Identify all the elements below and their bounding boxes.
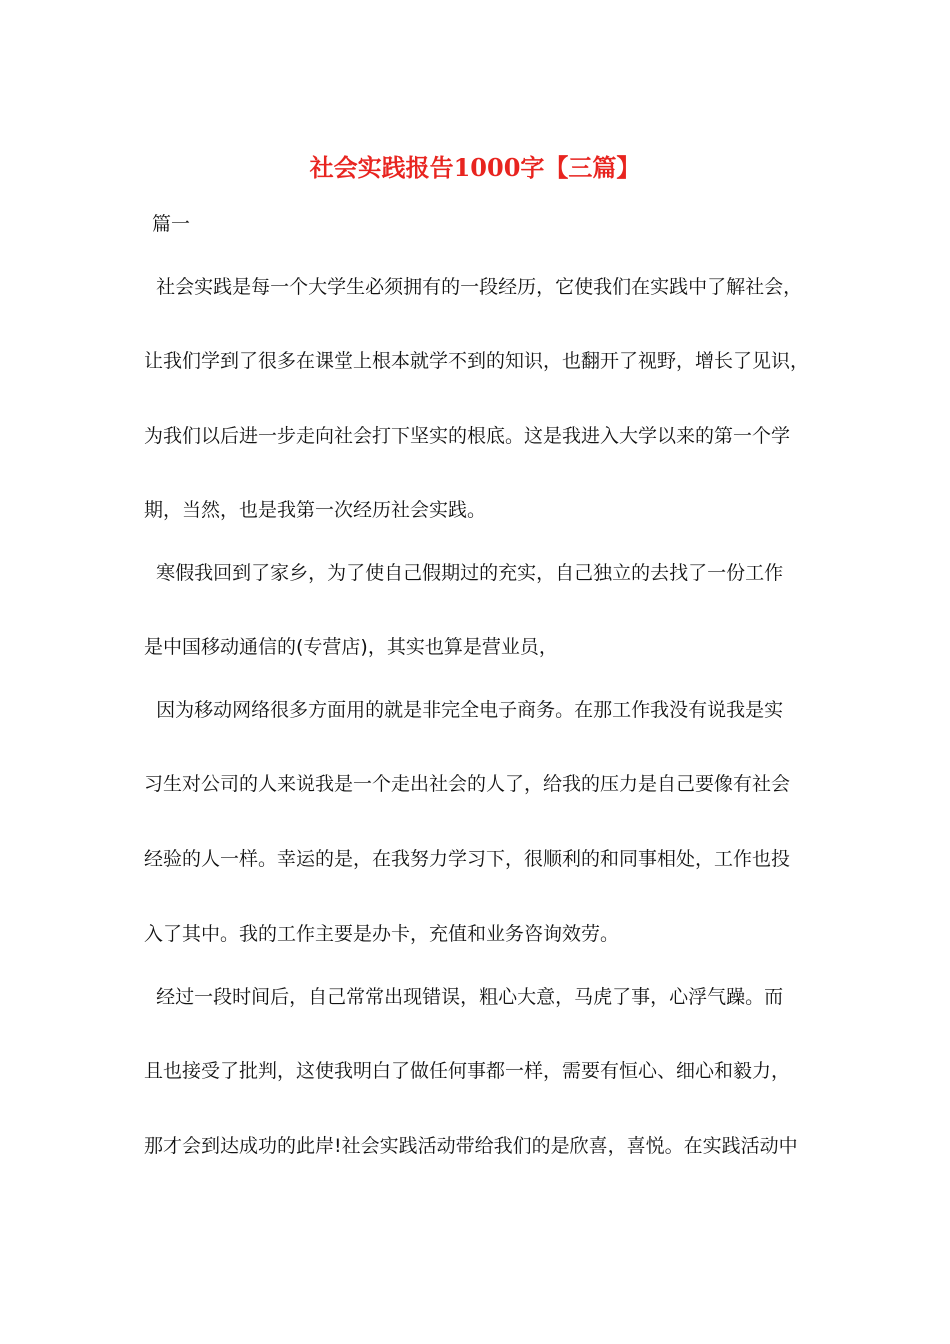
- body-line: 入了其中。我的工作主要是办卡，充值和业务咨询效劳。: [144, 923, 620, 945]
- body-line: 那才会到达成功的此岸!社会实践活动带给我们的是欣喜，喜悦。在实践活动中: [144, 1135, 798, 1157]
- body-line: 是中国移动通信的(专营店)，其实也算是营业员，: [144, 636, 558, 658]
- body-line: 期，当然，也是我第一次经历社会实践。: [144, 499, 487, 521]
- body-line: 经验的人一样。幸运的是，在我努力学习下，很顺利的和同事相处，工作也投: [144, 848, 791, 870]
- document-title: 社会实践报告1000字【三篇】: [309, 153, 641, 182]
- body-line: 因为移动网络很多方面用的就是非完全电子商务。在那工作我没有说我是实: [144, 699, 784, 721]
- body-line: 经过一段时间后，自己常常出现错误，粗心大意，马虎了事，心浮气躁。而: [144, 986, 784, 1008]
- body-line: 寒假我回到了家乡，为了使自己假期过的充实，自己独立的去找了一份工作: [144, 562, 784, 584]
- body-line: 为我们以后进一步走向社会打下坚实的根底。这是我进入大学以来的第一个学: [144, 425, 791, 447]
- body-line: 让我们学到了很多在课堂上根本就学不到的知识，也翻开了视野，增长了见识，: [144, 350, 810, 372]
- body-line: 社会实践是每一个大学生必须拥有的一段经历，它使我们在实践中了解社会，: [144, 276, 803, 298]
- body-line: 且也接受了批判，这使我明白了做任何事都一样，需要有恒心、细心和毅力，: [144, 1060, 791, 1082]
- body-line: 习生对公司的人来说我是一个走出社会的人了，给我的压力是自己要像有社会: [144, 773, 791, 795]
- section-label: 篇一: [152, 213, 191, 235]
